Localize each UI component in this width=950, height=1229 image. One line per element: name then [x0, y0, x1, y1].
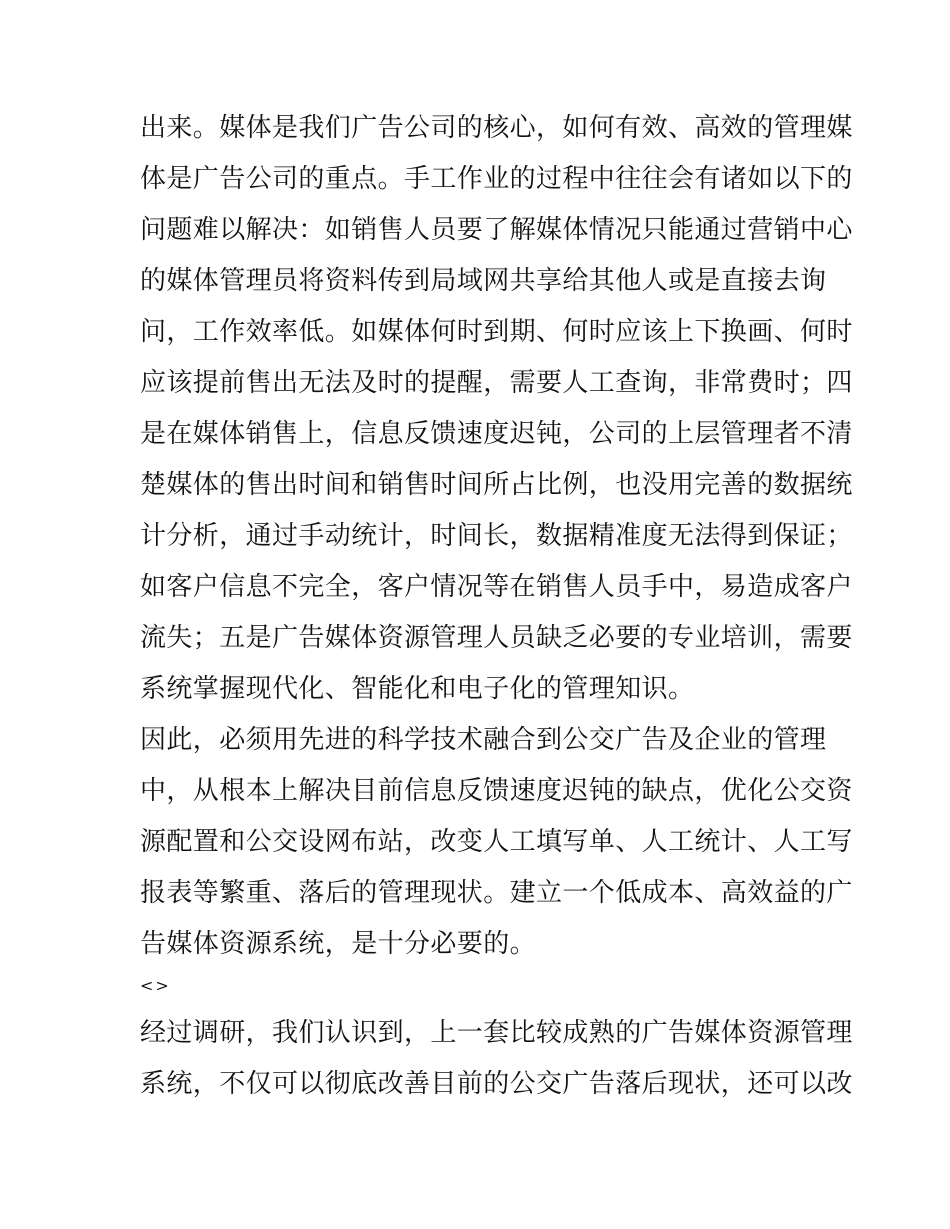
text-line: 源配置和公交设网布站，改变人工填写单、人工统计、人工写	[140, 827, 853, 857]
text-line: 问，工作效率低。如媒体何时到期、何时应该上下换画、何时	[140, 317, 853, 347]
text-line: 问题难以解决：如销售人员要了解媒体情况只能通过营销中心	[140, 215, 853, 245]
text-line: 经过调研，我们认识到，上一套比较成熟的广告媒体资源管理	[140, 1018, 853, 1048]
text-line: 计分析，通过手动统计，时间长，数据精准度无法得到保证；	[140, 521, 853, 551]
text-line: 的媒体管理员将资料传到局域网共享给其他人或是直接去询	[140, 266, 827, 296]
section-marker: <>	[140, 976, 171, 995]
text-line: 楚媒体的售出时间和销售时间所占比例，也没用完善的数据统	[140, 470, 853, 500]
text-line: 应该提前售出无法及时的提醒，需要人工查询，非常费时；四	[140, 368, 853, 398]
text-line: 体是广告公司的重点。手工作业的过程中往往会有诸如以下的	[140, 164, 853, 194]
text-line: 告媒体资源系统，是十分必要的。	[140, 929, 537, 959]
text-line: 是在媒体销售上，信息反馈速度迟钝，公司的上层管理者不清	[140, 419, 853, 449]
text-line: 出来。媒体是我们广告公司的核心，如何有效、高效的管理媒	[140, 113, 853, 143]
text-line: 报表等繁重、落后的管理现状。建立一个低成本、高效益的广	[140, 878, 853, 908]
text-line: 流失；五是广告媒体资源管理人员缺乏必要的专业培训，需要	[140, 623, 853, 653]
text-line: 系统掌握现代化、智能化和电子化的管理知识。	[140, 674, 695, 704]
text-line: 系统，不仅可以彻底改善目前的公交广告落后现状，还可以改	[140, 1069, 853, 1099]
text-line: 中，从根本上解决目前信息反馈速度迟钝的缺点，优化公交资	[140, 776, 853, 806]
text-line: 因此，必须用先进的科学技术融合到公交广告及企业的管理	[140, 725, 827, 755]
text-line: 如客户信息不完全，客户情况等在销售人员手中，易造成客户	[140, 572, 853, 602]
